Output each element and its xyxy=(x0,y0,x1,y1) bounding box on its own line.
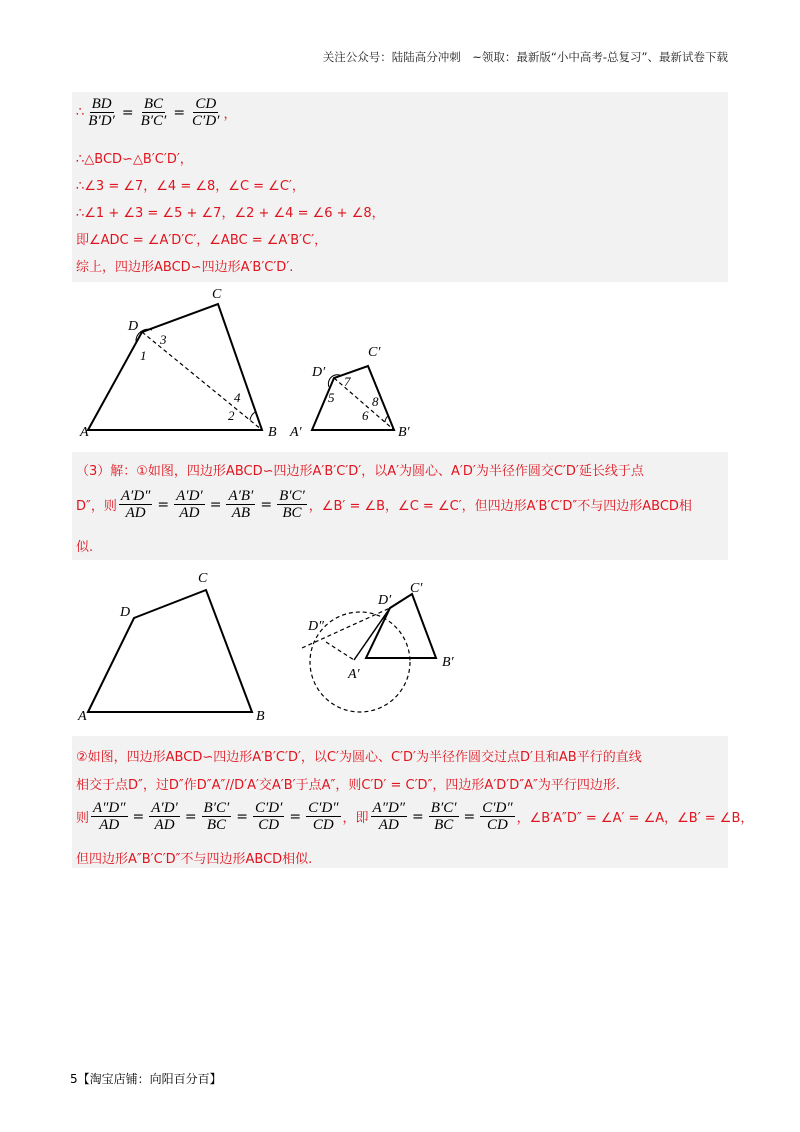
fraction: $\frac{A'D'}{AD}$ xyxy=(151,800,178,833)
part3b-intro-line: ②如图，四边形ABCD∽四边形A′B′C′D′，以C′为圆心、C′D′为半径作圆交过点D′且和AB平行的直线 xyxy=(76,750,642,765)
label-2: 2 xyxy=(228,408,235,423)
label-C: C xyxy=(198,571,208,586)
part3-end-line: 似. xyxy=(76,540,94,555)
therefore-symbol: ∴ xyxy=(76,105,85,120)
label-7: 7 xyxy=(344,374,351,389)
label-A: A xyxy=(80,425,89,440)
label-6: 6 xyxy=(362,408,369,423)
label-A-prime: A′ xyxy=(290,425,302,440)
angle-result-line: 即∠ADC = ∠A′D′C′，∠ABC = ∠A′B′C′， xyxy=(76,233,328,248)
fraction: $\frac{BD}{B'D'}$ xyxy=(88,96,115,129)
fraction: $\frac{C'D''}{CD}$ xyxy=(482,800,513,833)
fraction: $\frac{C'D'}{CD}$ xyxy=(255,800,283,833)
fraction: $\frac{A''D''}{AD}$ xyxy=(372,800,406,833)
part3b-ratio-line: 则 $\frac{A''D''}{AD}$ = $\frac{A'D'}{AD}$ = $\frac{B'C'}{BC}$ = $\frac{C'D'}{CD}$ = $\frac{C'D''}{CD}$ ，即 $\frac{A''D''}{AD}$ = $\frac{B'C'}{BC}$ = $\frac{C'D''}{CD}$ ，∠B′A″D″ = ∠A′ = ∠A，∠B′ = ∠B， xyxy=(76,800,754,833)
part3-ratio-line: D″，则 $\frac{A'D''}{AD}$ = $\frac{A'D'}{AD}$ = $\frac{A'B'}{AB}$ = $\frac{B'C'}{BC}$ ，∠B′ = ∠B，∠C = ∠C′，但四边形A′B′C′D″不与四边形ABCD相 xyxy=(76,488,692,521)
figure-2-svg xyxy=(72,562,464,734)
page-footer: 5【淘宝店铺：向阳百分百】 xyxy=(70,1072,222,1086)
label-D-prime: D′ xyxy=(378,593,392,608)
part3b-construct-line: 相交于点D″，过D″作D″A″//D′A′交A′B′于点A″，则C′D′ = C′D″，四边形A′D′D″A″为平行四边形. xyxy=(76,778,620,793)
part3b-conclusion-line: 但四边形A″B′C′D″不与四边形ABCD相似. xyxy=(76,852,313,867)
label-B-prime: B′ xyxy=(442,655,454,670)
solution-block-3 xyxy=(72,736,754,868)
label-D-prime: D′ xyxy=(312,365,326,380)
figure-2 xyxy=(72,562,464,734)
label-4: 4 xyxy=(234,390,241,405)
figure-1 xyxy=(72,284,422,450)
label-C-prime: C′ xyxy=(368,345,381,360)
fraction: $\frac{A''D''}{AD}$ xyxy=(93,800,126,833)
solution-block-1 xyxy=(72,92,728,282)
ratio-line: ∴ $\frac{BD}{B'D'}$ = $\frac{BC}{B'C'}$ = $\frac{CD}{C'D'}$ ， xyxy=(76,96,237,129)
label-3: 3 xyxy=(160,332,167,347)
part3-intro-line: （3）解：①如图，四边形ABCD∽四边形A′B′C′D′，以A′为圆心、A′D′为半径作圆交C′D′延长线于点 xyxy=(76,464,644,479)
label-C-prime: C′ xyxy=(410,581,423,596)
label-D: D xyxy=(128,319,139,334)
label-B: B xyxy=(256,709,265,724)
conclusion-line: 综上，四边形ABCD∽四边形A′B′C′D′. xyxy=(76,260,294,275)
label-D-double-prime: D″ xyxy=(308,619,324,634)
label-C: C xyxy=(212,287,222,302)
fraction: $\frac{B'C'}{BC}$ xyxy=(203,800,230,833)
fraction: $\frac{A'D'}{AD}$ xyxy=(176,488,203,521)
label-B-prime: B′ xyxy=(398,425,410,440)
label-8: 8 xyxy=(372,394,379,409)
fraction: $\frac{C'D''}{CD}$ xyxy=(308,800,339,833)
figure-1-svg xyxy=(72,284,422,450)
solution-block-2 xyxy=(72,452,728,560)
angle-sum-line: ∴∠1 + ∠3 = ∠5 + ∠7，∠2 + ∠4 = ∠6 + ∠8， xyxy=(76,206,385,221)
fraction: $\frac{BC}{B'C'}$ xyxy=(140,96,167,129)
label-1: 1 xyxy=(140,348,147,363)
fraction: $\frac{B'C'}{BC}$ xyxy=(279,488,305,521)
label-5: 5 xyxy=(328,390,335,405)
angles-equal-line: ∴∠3 = ∠7，∠4 = ∠8，∠C = ∠C′， xyxy=(76,179,305,194)
page-header: 关注公众号：陆陆高分冲刺 ~领取：最新版“小中高考-总复习”、最新试卷下载 xyxy=(322,50,728,64)
fraction: $\frac{A'D''}{AD}$ xyxy=(120,488,151,521)
label-A: A xyxy=(78,709,87,724)
label-A-prime: A′ xyxy=(348,667,360,682)
label-B: B xyxy=(268,425,277,440)
similar-triangles-line: ∴△BCD∽△B′C′D′， xyxy=(76,152,193,167)
fraction: $\frac{A'B'}{AB}$ xyxy=(228,488,254,521)
fraction: $\frac{B'C'}{BC}$ xyxy=(430,800,457,833)
fraction: $\frac{CD}{C'D'}$ xyxy=(192,96,220,129)
label-D: D xyxy=(120,605,131,620)
